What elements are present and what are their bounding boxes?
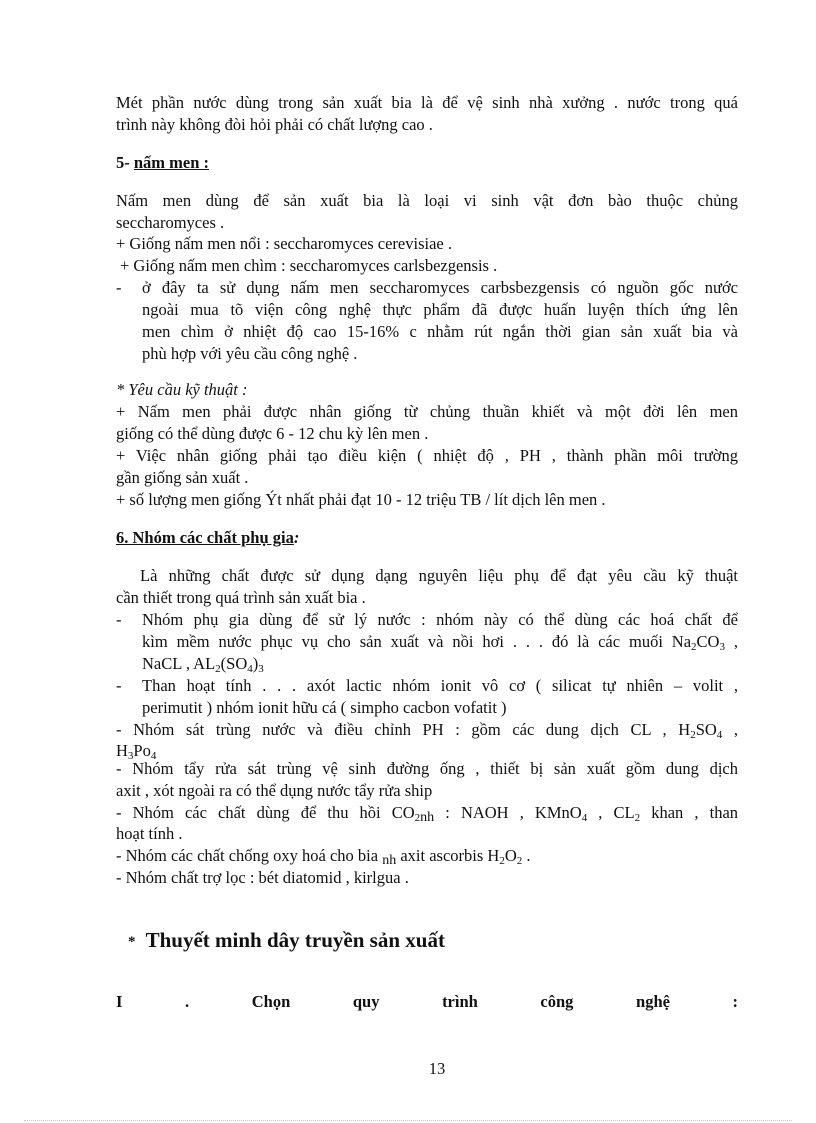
text-run: axit ascorbis H — [396, 846, 500, 865]
subscript: 4 — [581, 812, 588, 824]
sub-heading-word: . — [185, 992, 190, 1011]
requirements-title: * Yêu cầu kỹ thuật : — [116, 380, 248, 399]
text-run: CO — [696, 632, 720, 651]
section6-colon: : — [293, 528, 300, 547]
additive-item-line: axit , xót ngoài ra có thể dụng nước tẩy rửa ship — [116, 781, 433, 800]
subscript: 3 — [719, 641, 725, 653]
section5-number: 5- — [116, 153, 130, 172]
main-heading — [128, 929, 750, 953]
subscript: 2 — [690, 729, 696, 741]
bullet-line: men chìm ở nhiệt độ cao 15-16% c nhằm rút ngắn thời gian sản xuất bia và — [142, 322, 738, 341]
bullet-line: phù hợp với yêu cầu công nghệ . — [142, 344, 358, 363]
subscript: 4 — [716, 729, 723, 741]
additive-item-line: hoạt tính . — [116, 824, 183, 843]
additive-item-line — [142, 631, 738, 653]
text-run: khan , than — [640, 803, 739, 822]
sub-heading-word: quy — [352, 992, 380, 1011]
section5-para-line: seccharomyces . — [116, 213, 225, 232]
subscript: 2 — [215, 663, 221, 675]
bullet-dash: - — [116, 610, 122, 629]
intro-line: trình này không đòi hỏi phải có chất lượng cao . — [116, 115, 433, 134]
sub-heading-word: nghệ — [636, 992, 670, 1011]
star-bullet: * — [128, 934, 136, 950]
sub-heading-word: I — [116, 992, 123, 1011]
text-run: O — [504, 846, 517, 865]
text-run: Po — [133, 741, 151, 760]
subscript: 4 — [150, 750, 157, 762]
additive-item-line: - Nhóm chất trợ lọc : bét diatomid , kirlgua . — [116, 868, 409, 887]
page-number: 13 — [428, 1059, 446, 1078]
section6-title: 6. Nhóm các chất phụ gia — [116, 528, 294, 547]
text-run: - Nhóm các chất chống oxy hoá cho bia — [116, 846, 383, 865]
additive-item-line: perimutit ) nhóm ionit hữu cá ( simpho cacbon vofatit ) — [142, 698, 507, 717]
text-run: ) — [252, 654, 259, 673]
bullet-dash: - — [116, 278, 122, 297]
subscript: 3 — [127, 750, 134, 762]
subscript: 2 — [499, 855, 505, 867]
text-run: . — [522, 846, 531, 865]
sub-heading-word: công — [540, 992, 574, 1011]
sub-heading-word: trình — [442, 992, 478, 1011]
text-run: (SO — [220, 654, 248, 673]
page-bottom-border — [24, 1120, 792, 1121]
requirement-line: + số lượng men giống Ýt nhất phải đạt 10 - 12 triệu TB / lít dịch lên men . — [116, 490, 606, 509]
text-run: nh — [420, 810, 435, 825]
section5-heading — [116, 152, 738, 174]
text-run: - Nhóm các chất dùng để thu hồi CO — [116, 803, 415, 822]
subscript: 2 — [414, 812, 421, 824]
main-heading-title: Thuyết minh dây truyền sản xuất — [145, 928, 445, 952]
requirement-line: giống có thể dùng được 6 - 12 chu kỳ lên men . — [116, 424, 429, 443]
subscript: 2 — [634, 812, 641, 824]
section6-intro-line: cần thiết trong quá trình sản xuất bia . — [116, 588, 366, 607]
intro-line: Mét phần nước dùng trong sản xuất bia là để vệ sinh nhà xưởng . nước trong quá — [116, 93, 738, 112]
requirement-line: gần giống sản xuất . — [116, 468, 249, 487]
text-run: , — [722, 720, 738, 739]
section6-intro-line: Là những chất được sử dụng dạng nguyên liệu phụ để đạt yêu cầu kỹ thuật — [140, 566, 738, 585]
additive-item-line — [116, 719, 738, 741]
text-run: NaCL , AL — [142, 654, 216, 673]
section5-title: nấm men : — [133, 153, 210, 172]
additive-item-line: Than hoạt tính . . . axót lactic nhóm ionit vô cơ ( silicat tự nhiên – volit , — [142, 676, 738, 695]
text-run: nh — [382, 853, 397, 868]
bullet-line: ở đây ta sử dụng nấm men seccharomyces carbsbezgensis có nguồn gốc nước — [142, 278, 738, 297]
text-run: : NAOH , KMnO — [434, 803, 582, 822]
subscript: 2 — [516, 855, 523, 867]
text-run: SO — [695, 720, 717, 739]
text-run: - Nhóm sát trùng nước và điều chỉnh PH : gồm các dung dịch CL , H — [116, 720, 691, 739]
bullet-line: ngoài mua tõ viện công nghệ thực phẩm đã được huấn luyện thích ứng lên — [142, 300, 738, 319]
subscript: 4 — [247, 663, 253, 675]
additive-item-line: Nhóm phụ gia dùng để sử lý nước : nhóm này có thể dùng các hoá chất để — [142, 610, 738, 629]
sub-heading-word: Chọn — [251, 992, 291, 1011]
section5-plus-line: + Giống nấm men chìm : seccharomyces carlsbezgensis . — [120, 256, 498, 275]
requirement-line: + Nấm men phải được nhân giống từ chủng thuần khiết và một đời lên men — [116, 402, 738, 421]
section5-para-line: Nấm men dùng để sản xuất bia là loại vi sinh vật đơn bào thuộc chủng — [116, 191, 738, 210]
section5-plus-line: + Giống nấm men nổi : seccharomyces cerevisiae . — [116, 234, 452, 253]
subscript: 3 — [258, 663, 264, 675]
bullet-dash: - — [116, 676, 122, 695]
text-run: , — [724, 632, 738, 651]
sub-heading-word: : — [732, 992, 739, 1011]
text-run: H — [116, 741, 128, 760]
text-run: kìm mềm nước phục vụ cho sản xuất và nồi hơi . . . đó là các muối Na — [142, 632, 692, 651]
requirement-line: + Việc nhân giống phải tạo điều kiện ( nhiệt độ , PH , thành phần môi trường — [116, 446, 738, 465]
sub-heading — [116, 991, 738, 1013]
additive-item-line — [142, 653, 738, 675]
subscript: 2 — [691, 641, 697, 653]
section6-heading — [116, 527, 738, 549]
text-run: , CL — [587, 803, 635, 822]
additive-item-line: - Nhóm tẩy rửa sát trùng vệ sinh đường ống , thiết bị sản xuất gồm dung dịch — [116, 759, 738, 778]
